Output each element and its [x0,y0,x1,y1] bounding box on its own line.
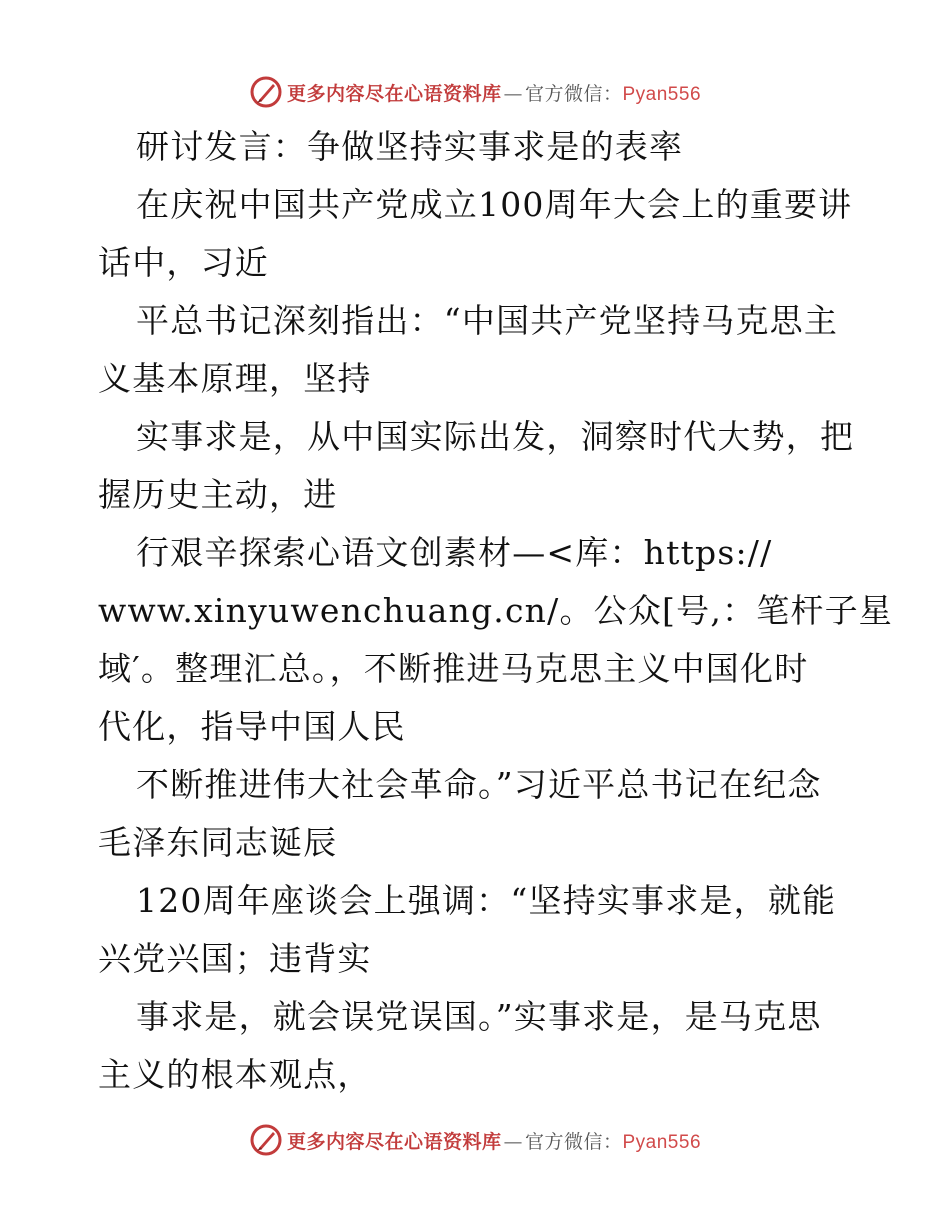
banner-main-text: 更多内容尽在心语资料库 [286,1130,502,1153]
text-line: 代化，指导中国人民 [98,707,406,746]
text-line: 话中，习近 [98,243,269,282]
text-line: 不断推进伟大社会革命。”习近平总书记在纪念 [136,765,822,804]
banner-wechat-id: Pyan556 [622,1131,702,1153]
banner-wechat-label: 官方微信： [524,1130,623,1153]
banner-text [287,1127,701,1154]
banner-text [287,79,701,106]
text-line: 毛泽东同志诞辰 [98,823,338,862]
text-line: 研讨发言：争做坚持实事求是的表率 [136,127,684,166]
banner-wechat-label: 官方微信： [524,82,623,105]
text-line: 行艰辛探索心语文创素材—<库：https:// [136,533,773,572]
banner-dash: — [503,82,523,105]
quill-pen-logo-icon [249,75,283,109]
text-line: 兴党兴国；违背实 [98,939,372,978]
banner-main-text: 更多内容尽在心语资料库 [286,82,502,105]
text-line: 在庆祝中国共产党成立100周年大会上的重要讲 [136,185,853,224]
text-line: www.xinyuwenchuang.cn/。公众[号,：笔杆子星 [98,591,894,630]
text-line: 域′。整理汇总。，不断推进马克思主义中国化时 [98,649,809,688]
text-line: 实事求是，从中国实际出发，洞察时代大势，把 [136,417,855,456]
footer-watermark-banner [0,1118,950,1162]
quill-pen-logo-icon [249,1123,283,1157]
banner-wechat-id: Pyan556 [622,83,702,105]
text-line: 事求是，就会误党误国。”实事求是，是马克思 [136,997,822,1036]
text-line: 主义的根本观点， [98,1055,372,1094]
banner-content [249,1123,701,1157]
banner-dash: — [503,1130,523,1153]
text-line: 义基本原理，坚持 [98,359,372,398]
banner-content [249,75,701,109]
text-line: 120周年座谈会上强调：“坚持实事求是，就能 [136,881,837,920]
header-watermark-banner [0,70,950,114]
text-line: 握历史主动，进 [98,475,338,514]
text-line: 平总书记深刻指出：“中国共产党坚持马克思主 [136,301,839,340]
document-body [98,118,894,1104]
